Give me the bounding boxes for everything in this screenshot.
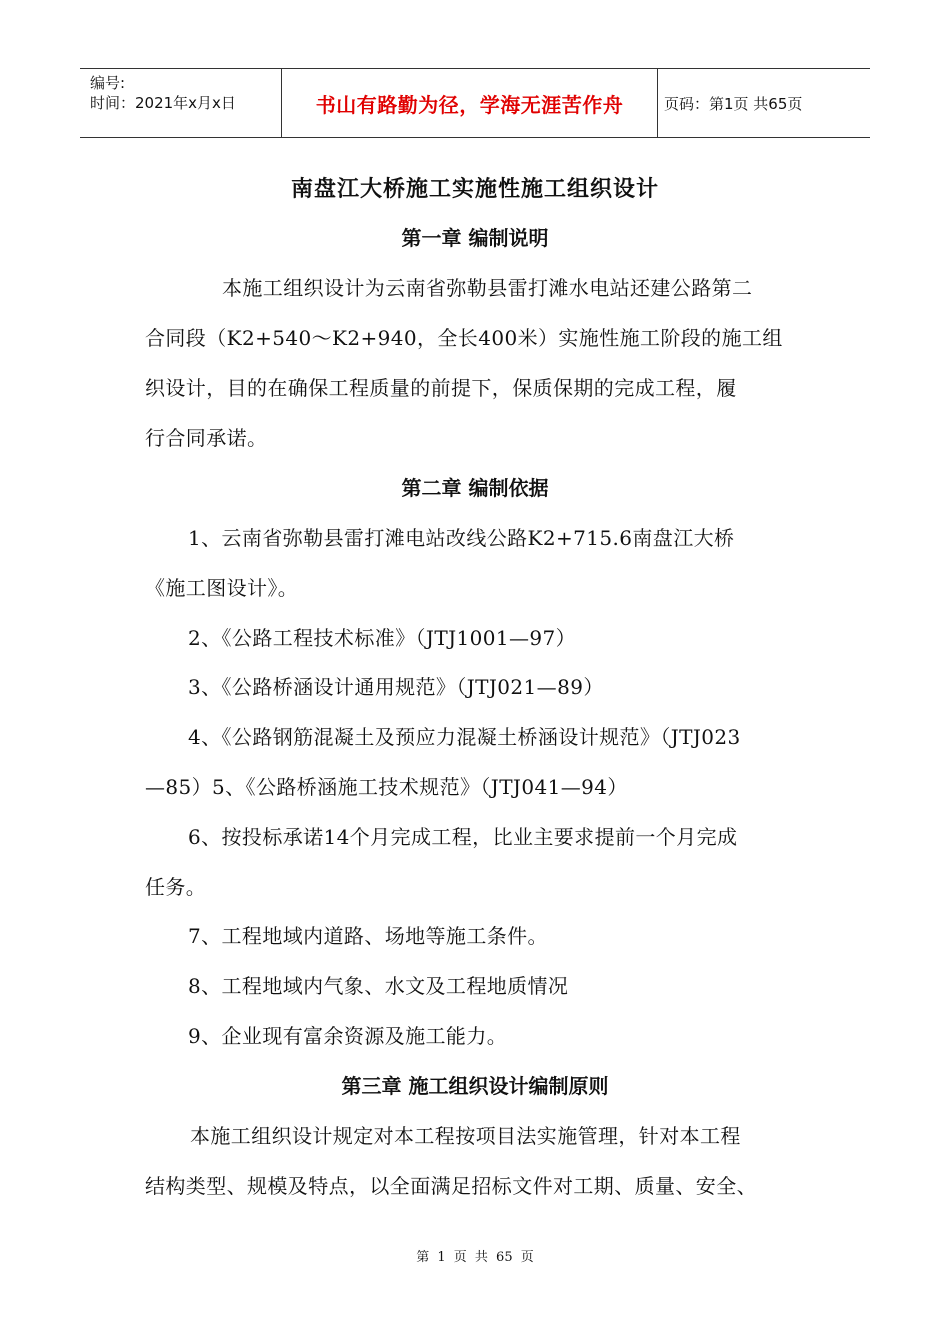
header-page-info: 页码：第1页 共65页 [664, 94, 803, 113]
ch1-paragraph-line-2: 合同段（K2+540～K2+940，全长400米）实施性施工阶段的施工组 [145, 326, 783, 350]
chapter-3-heading: 第三章 施工组织设计编制原则 [341, 1074, 609, 1098]
basis-item-4-line-2: —85）5、《公路桥涵施工技术规范》（JTJ041—94） [145, 775, 628, 799]
document-title: 南盘江大桥施工实施性施工组织设计 [290, 176, 659, 202]
document-number-label: 编号: [90, 74, 126, 92]
basis-item-3: 3、《公路桥涵设计通用规范》（JTJ021—89） [188, 675, 604, 699]
basis-item-1-line-1: 1、云南省弥勒县雷打滩电站改线公路K2+715.6南盘江大桥 [188, 526, 735, 550]
ch1-paragraph-line-1: 本施工组织设计为云南省弥勒县雷打滩水电站还建公路第二 [222, 276, 753, 300]
basis-item-7: 7、工程地域内道路、场地等施工条件。 [188, 924, 548, 948]
basis-item-2: 2、《公路工程技术标准》（JTJ1001—97） [188, 626, 577, 650]
header-page-cell [658, 69, 870, 137]
basis-item-6-line-1: 6、按投标承诺14个月完成工程，比业主要求提前一个月完成 [188, 825, 738, 849]
basis-item-9: 9、企业现有富余资源及施工能力。 [188, 1024, 508, 1048]
basis-item-4-line-1: 4、《公路钢筋混凝土及预应力混凝土桥涵设计规范》（JTJ023 [188, 725, 741, 749]
header-motto: 书山有路勤为径，学海无涯苦作舟 [315, 92, 624, 117]
page-footer: 第 1 页 共 65 页 [416, 1250, 534, 1265]
chapter-1-heading: 第一章 编制说明 [401, 226, 549, 250]
ch1-paragraph-line-4: 行合同承诺。 [145, 426, 268, 450]
basis-item-1-line-2: 《施工图设计》。 [145, 576, 299, 600]
document-time-label: 时间：2021年x月x日 [90, 94, 236, 112]
ch1-paragraph-line-3: 织设计，目的在确保工程质量的前提下，保质保期的完成工程，履 [145, 376, 737, 400]
page-header [80, 68, 870, 138]
basis-item-6-line-2: 任务。 [145, 875, 207, 899]
ch3-paragraph-line-1: 本施工组织设计规定对本工程按项目法实施管理，针对本工程 [190, 1124, 741, 1148]
header-meta-cell [80, 69, 282, 137]
basis-item-8: 8、工程地域内气象、水文及工程地质情况 [188, 974, 569, 998]
header-motto-cell [282, 69, 658, 137]
chapter-2-heading: 第二章 编制依据 [401, 476, 549, 500]
ch3-paragraph-line-2: 结构类型、规模及特点，以全面满足招标文件对工期、质量、安全、 [145, 1174, 757, 1198]
